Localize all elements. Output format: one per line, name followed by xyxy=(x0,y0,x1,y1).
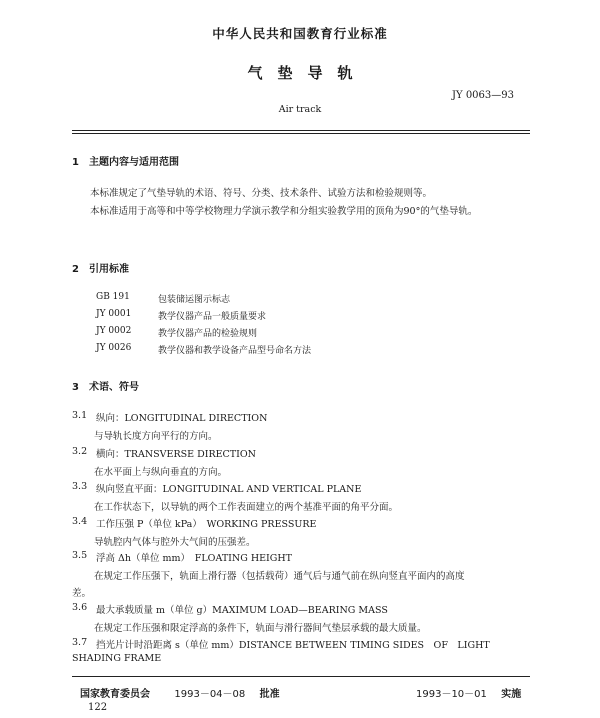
term-number: 3.4 xyxy=(72,516,88,527)
english-title: Air track xyxy=(278,104,322,115)
term-title: 工作压强 P（单位 kPa） WORKING PRESSURE xyxy=(96,519,317,530)
standard-number: JY 0063—93 xyxy=(452,90,514,101)
term-definition-continuation: 差。 xyxy=(72,588,92,599)
reference-row xyxy=(96,343,496,357)
term-title: 纵向竖直平面：LONGITUDINAL AND VERTICAL PLANE xyxy=(96,484,362,495)
effective-date: 1993－10－01 xyxy=(416,689,487,700)
approval-date: 1993－04－08 xyxy=(174,689,246,700)
term-definition: 在水平面上与纵向垂直的方向。 xyxy=(94,467,228,478)
section-1-paragraph-2: 本标准适用于高等和中等学校物理力学演示教学和分组实验教学用的顶角为90°的气垫导轨。 xyxy=(90,206,478,217)
reference-name: 教学仪器产品的检验规则 xyxy=(158,329,258,339)
term-definition: 与导轨长度方向平行的方向。 xyxy=(94,431,218,442)
term-number: 3.5 xyxy=(72,550,88,561)
footer-divider xyxy=(72,676,530,677)
reference-code: JY 0002 xyxy=(96,326,132,336)
term-definition: 在规定工作压强下，轨面上滑行器（包括载荷）通气后与通气前在纵向竖直平面内的高度 xyxy=(94,571,465,582)
reference-code: JY 0001 xyxy=(96,309,132,319)
reference-code: JY 0026 xyxy=(96,343,132,353)
section-1-heading: 1 主题内容与适用范围 xyxy=(72,157,179,168)
term-title-continuation: SHADING FRAME xyxy=(72,653,162,664)
term-title: 挡光片计时沿距离 s（单位 mm）DISTANCE BETWEEN TIMING SIDES OF LIGHT xyxy=(96,640,490,651)
term-title: 横向：TRANSVERSE DIRECTION xyxy=(96,449,256,460)
reference-name: 教学仪器产品一般质量要求 xyxy=(158,312,267,322)
term-definition: 在规定工作压强和限定浮高的条件下，轨面与滑行器间气垫层承载的最大质量。 xyxy=(94,623,427,634)
approving-authority: 国家教育委员会 xyxy=(80,689,150,700)
term-definition: 导轨腔内气体与腔外大气间的压强差。 xyxy=(94,537,256,548)
reference-code: GB 191 xyxy=(96,292,130,302)
section-1-paragraph-1: 本标准规定了气垫导轨的术语、符号、分类、技术条件、试验方法和检验规则等。 xyxy=(90,188,433,199)
term-number: 3.2 xyxy=(72,446,88,457)
reference-row xyxy=(96,309,496,323)
term-title: 纵向：LONGITUDINAL DIRECTION xyxy=(96,413,268,424)
effective-line xyxy=(416,685,521,700)
term-number: 3.3 xyxy=(72,481,88,492)
effective-label: 实施 xyxy=(501,689,522,700)
document-title: 气 垫 导 轨 xyxy=(247,64,353,82)
section-3-heading: 3 术语、符号 xyxy=(72,382,139,393)
reference-row xyxy=(96,292,496,306)
term-title: 最大承载质量 m（单位 g）MAXIMUM LOAD—BEARING MASS xyxy=(96,605,388,616)
approval-line xyxy=(80,685,280,700)
term-title: 浮高 Δh（单位 mm） FLOATING HEIGHT xyxy=(96,553,293,564)
top-divider-second xyxy=(72,133,530,134)
org-standard-heading: 中华人民共和国教育行业标准 xyxy=(212,26,388,41)
page-number: 122 xyxy=(88,702,108,713)
term-number: 3.6 xyxy=(72,602,88,613)
top-divider xyxy=(72,130,530,131)
reference-row xyxy=(96,326,496,340)
reference-name: 教学仪器和教学设备产品型号命名方法 xyxy=(158,346,312,356)
term-number: 3.7 xyxy=(72,637,88,648)
reference-name: 包装储运图示标志 xyxy=(158,295,231,305)
section-2-heading: 2 引用标准 xyxy=(72,264,129,275)
term-number: 3.1 xyxy=(72,410,88,421)
approval-label: 批准 xyxy=(259,689,280,700)
term-definition: 在工作状态下，以导轨的两个工作表面建立的两个基准平面的角平分面。 xyxy=(94,502,399,513)
